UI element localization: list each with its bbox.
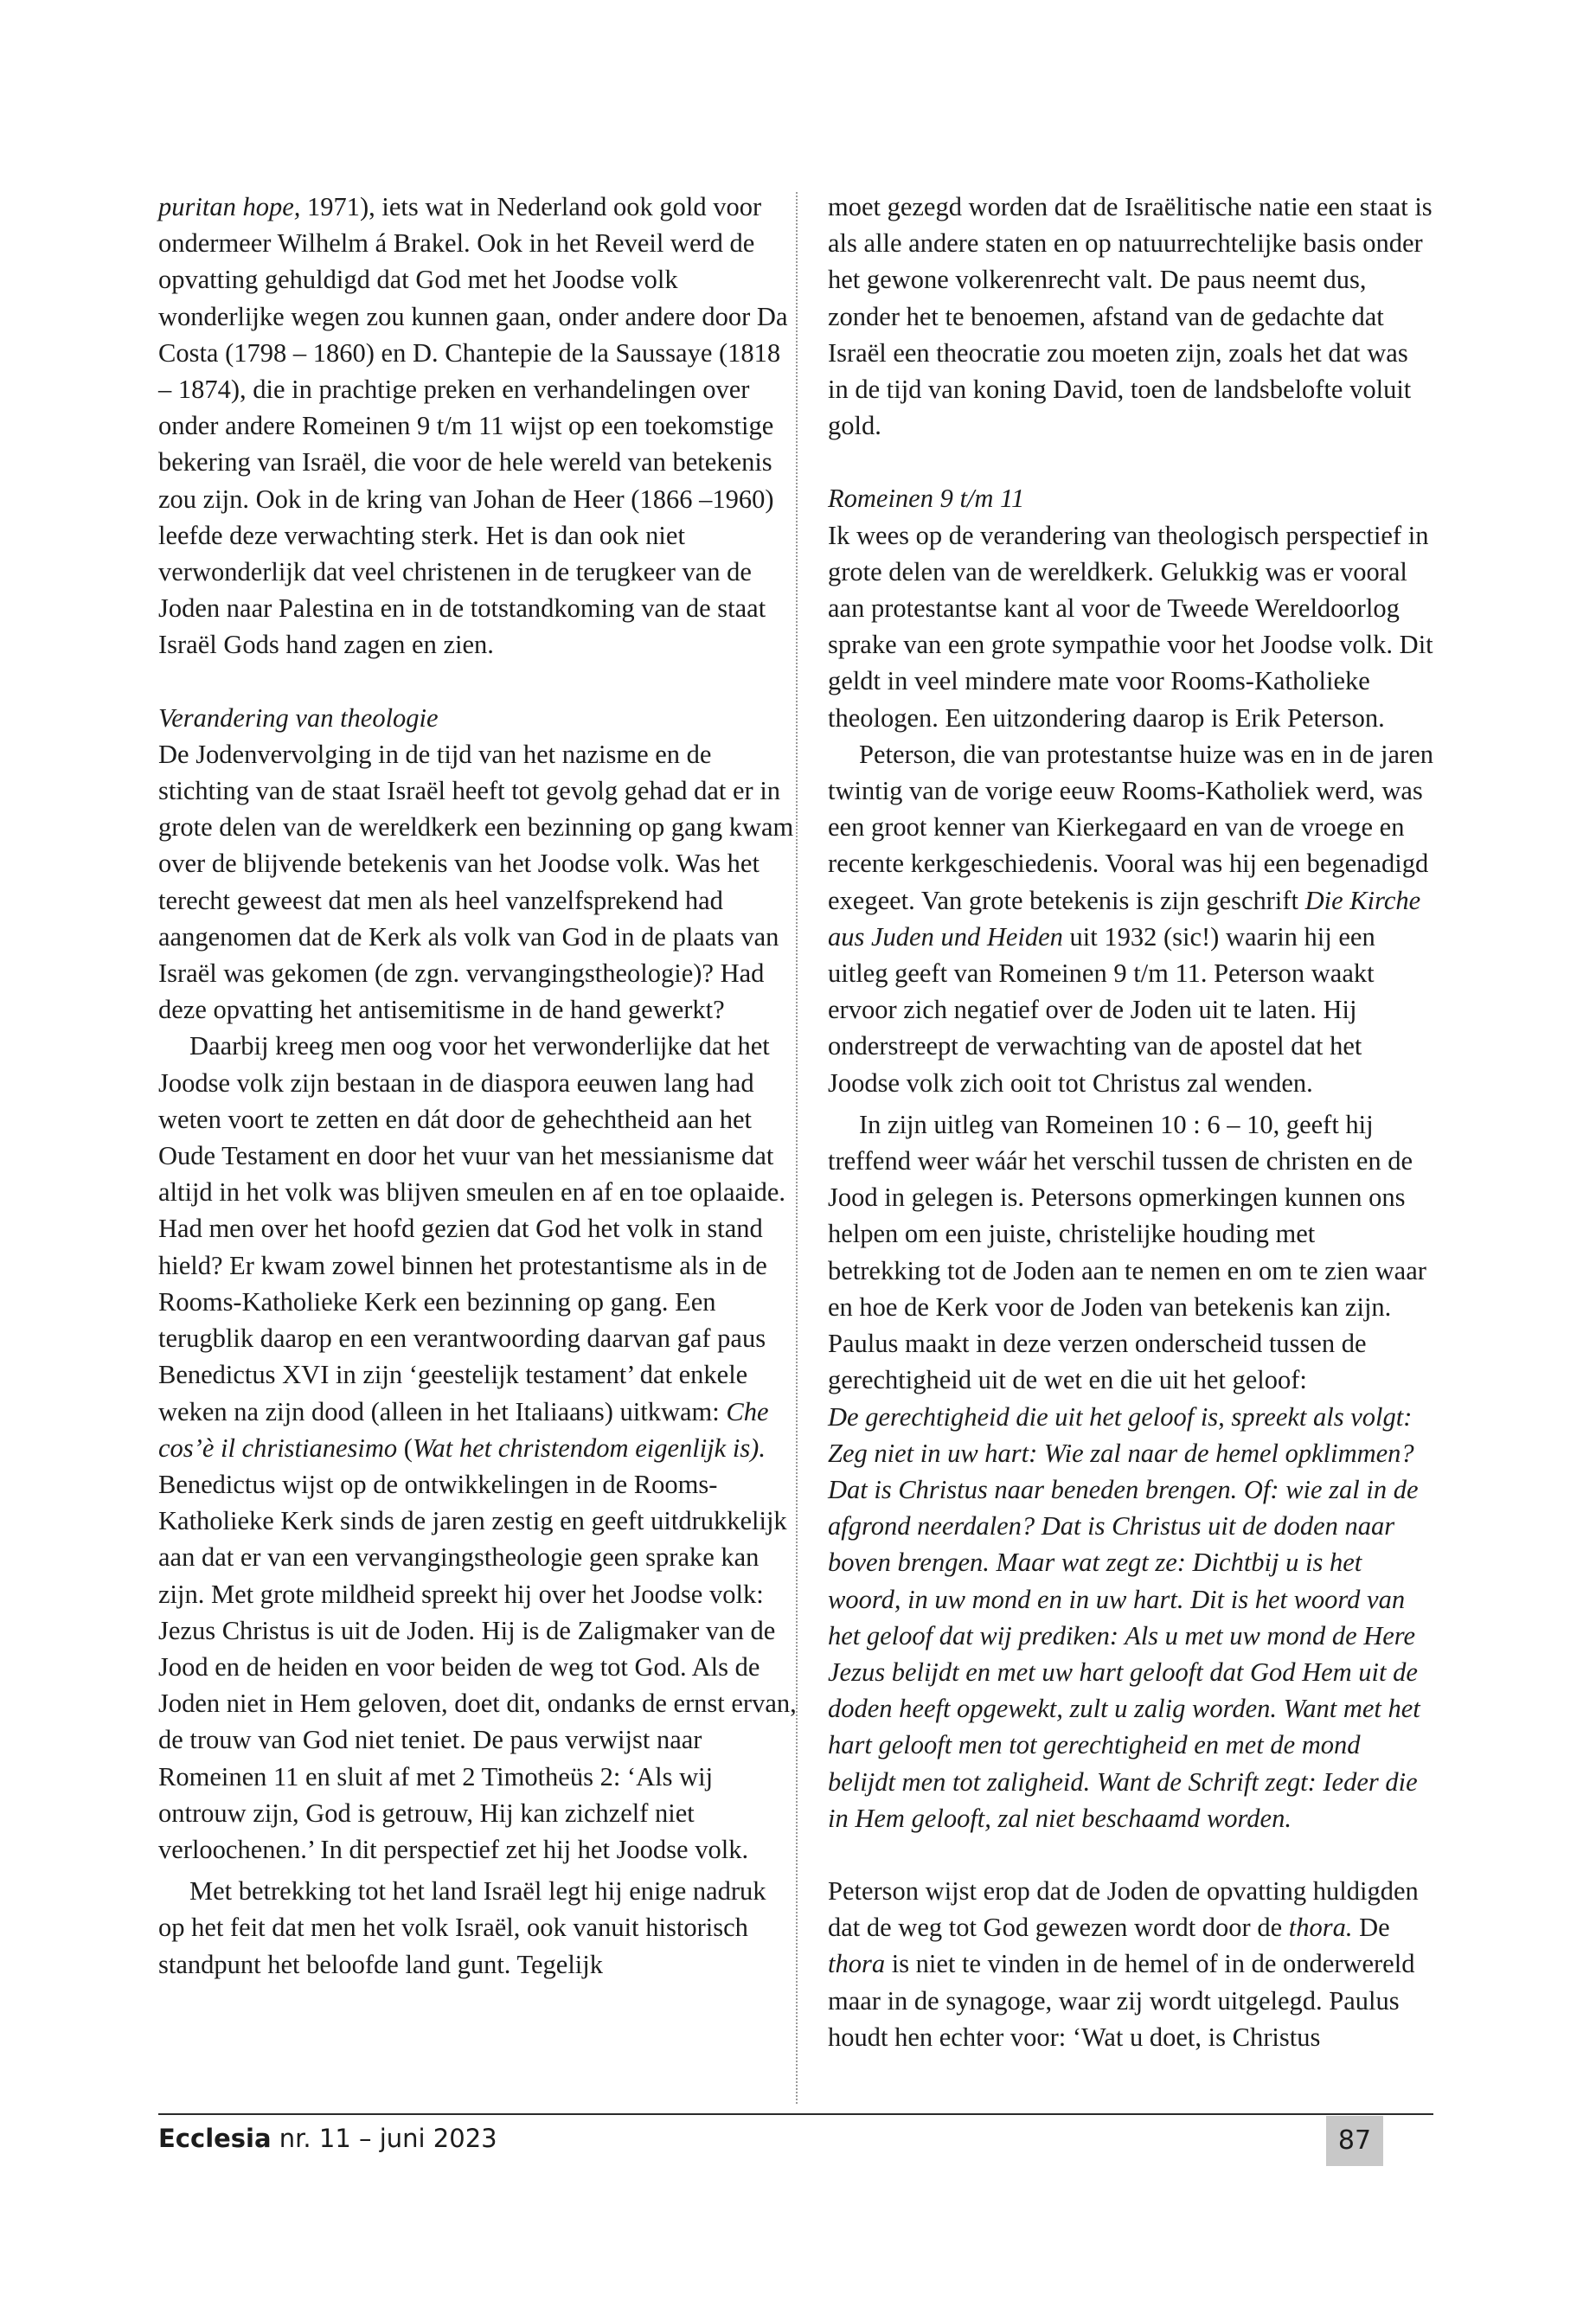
section-heading: Verandering van theologie xyxy=(158,702,439,733)
paragraph: De Jodenvervolging in de tijd van het nazisme en de stichting van de staat Israël heeft tot gevolg gehad dat er in grote delen van de wereldkerk een bezinning op gang kwam over de blijvende betekenis van het Joodse volk. Was het terecht geweest dat men als heel vanzelfsprekend had aangenomen dat de Kerk als volk van God in de plaats van Israël was gekomen (de zgn. vervangingstheologie)? Had deze opvatting het antisemitisme in de hand gewerkt? xyxy=(158,739,794,1025)
left-column xyxy=(158,189,798,1983)
paragraph-text: uit 1932 (sic!) waarin hij een uitleg geeft van Romeinen 9 t/m 11. Peterson waakt ervoor zich negatief over de Joden uit te laten. Hij onderstreept de verwachting van de apostel dat het Joodse volk zich ooit tot Christus zal wenden. xyxy=(828,921,1375,1098)
paragraph-text: is niet te vinden in de hemel of in de onderwereld maar in de synagoge, waar zij wordt uitgelegd. Paulus houdt hen echter voor: ‘Wat u doet, is Christus xyxy=(828,1949,1415,2052)
footer-rule xyxy=(158,2113,1433,2115)
italic-title: puritan hope, xyxy=(158,192,301,221)
paragraph: Ik wees op de verandering van theologisch perspectief in grote delen van de wereldkerk. Gelukkig was er vooral aan protestantse kant al voor de Tweede Wereldoorlog sprake van een grote sympathie voor het Joodse volk. Dit geldt in veel mindere mate voor Rooms-Katholieke theologen. Een uitzondering daarop is Erik Peterson. xyxy=(828,520,1433,733)
magazine-name: Ecclesia xyxy=(158,2124,272,2153)
footer xyxy=(158,2124,497,2153)
issue-info: nr. 11 – juni 2023 xyxy=(271,2124,497,2153)
paragraph: In zijn uitleg van Romeinen 10 : 6 – 10, geeft hij treffend weer wáár het verschil tussen de christen en de Jood in gelegen is. Petersons opmerkingen kunnen ons helpen om een juiste, christelijke houding met betrekking tot de Joden aan te nemen en om te zien waar en hoe de Kerk voor de Joden van betekenis kan zijn. Paulus maakt in deze verzen onderscheid tussen de gerechtigheid uit de wet en die uit het geloof: xyxy=(828,1109,1426,1395)
italic-term: thora. xyxy=(1288,1913,1353,1943)
italic-title: Wat het christendom eigenlijk is). xyxy=(412,1433,766,1463)
paragraph xyxy=(158,189,798,663)
paragraph-text: Peterson, die van protestantse huize was en in de jaren twintig van de vorige eeuw Rooms-Katholiek werd, was een groot kenner van Kierkegaard en van de vroege en recente kerkgeschiedenis. Vooral was hij een begenadigd exegeet. Van grote betekenis is zijn geschrift xyxy=(828,739,1434,915)
paragraph-text: Daarbij kreeg men oog voor het verwonderlijke dat het Joodse volk zijn bestaan in de diaspora eeuwen lang had weten voort te zetten en dát door de gehechtheid aan het Oude Testament en door het vuur van het messianisme dat altijd in het volk was blijven smeulen en af en toe oplaaide. Had men over het hoofd gezien dat God het volk in stand hield? Er kwam zowel binnen het protestantisme als in de Rooms-Katholieke Kerk een bezinning op gang. Een terugblik daarop en een verantwoording daarvan gaf paus Benedictus XVI in zijn ‘geestelijk testament’ dat enkele weken na zijn dood (alleen in het Italiaans) uitkwam: xyxy=(158,1031,786,1426)
column-divider xyxy=(796,192,798,2104)
scripture-quote: De gerechtigheid die uit het geloof is, spreekt als volgt: Zeg niet in uw hart: Wie zal naar de hemel opklimmen? Dat is Christus naar beneden brengen. Of: wie zal in de afgrond neerdalen? Dat is Christus uit de doden naar boven brengen. Maar wat zegt ze: Dichtbij u is het woord, in uw mond en in uw hart. Dit is het woord van het geloof dat wij prediken: Als u met uw mond de Here Jezus belijdt en met uw hart gelooft dat God Hem uit de doden heeft opgewekt, zult u zalig worden. Want met het hart gelooft men tot gerechtigheid en met de mond belijdt men tot zaligheid. Want de Schrift zegt: Ieder die in Hem gelooft, zal niet beschaamd worden. xyxy=(828,1401,1420,1833)
section-heading: Romeinen 9 t/m 11 xyxy=(828,484,1025,514)
right-column xyxy=(828,189,1433,2055)
paragraph xyxy=(828,1873,1433,2055)
paragraph: moet gezegd worden dat de Israëlitische natie een staat is als alle andere staten en op natuurrechtelijke basis onder het gewone volkerenrecht valt. De paus neemt dus, zonder het te benoemen, afstand van de gedachte dat Israël een theocratie zou moeten zijn, zoals het dat was in de tijd van koning David, toen de landsbelofte voluit gold. xyxy=(828,192,1433,441)
paragraph-text: Peterson wijst erop dat de Joden de opvatting huldigden dat de weg tot God gewezen wordt door de xyxy=(828,1875,1419,1943)
italic-title: Che cos’è il christianesimo xyxy=(158,1396,769,1463)
paragraph-text: De xyxy=(1352,1913,1390,1943)
paragraph: Met betrekking tot het land Israël legt hij enige nadruk op het feit dat men het volk Israël, ook vanuit historisch standpunt het beloofde land gunt. Tegelijk xyxy=(158,1876,766,1979)
italic-title: Die Kirche aus Juden und Heiden xyxy=(828,885,1421,952)
paragraph-text: Benedictus wijst op de ontwikkelingen in de Rooms-Katholieke Kerk sinds de jaren zestig en geeft uitdrukkelijk aan dat er van een vervangingstheologie geen sprake kan zijn. Met grote mildheid spreekt hij over het Joodse volk: Jezus Christus is uit de Joden. Hij is de Zaligmaker van de Jood en de heiden en voor beiden de weg tot God. Als de Joden niet in Hem geloven, doet dit, ondanks de ernst ervan, de trouw van God niet teniet. De paus verwijst naar Romeinen 11 en sluit af met 2 Timotheüs 2: ‘Als wij ontrouw zijn, God is getrouw, Hij kan zichzelf niet verloochenen.’ In dit perspectief zet hij het Joodse volk. xyxy=(158,1469,797,1864)
paragraph xyxy=(158,1028,798,1868)
page-number: 87 xyxy=(1326,2116,1383,2166)
paragraph-text: 1971), iets wat in Nederland ook gold voor ondermeer Wilhelm á Brakel. Ook in het Reveil werd de opvatting gehuldigd dat God met het Joodse volk wonderlijke wegen zou kunnen gaan, onder andere door Da Costa (1798 – 1860) en D. Chantepie de la Saussaye (1818 – 1874), die in prachtige preken en verhandelingen over onder andere Romeinen 9 t/m 11 wijst op een toekomstige bekering van Israël, die voor de hele wereld van betekenis zou zijn. Ook in de kring van Johan de Heer (1866 –1960) leefde deze verwachting sterk. Het is dan ook niet verwonderlijk dat veel christenen in de terugkeer van de Joden naar Palestina en in de totstandkoming van de staat Israël Gods hand zagen en zien. xyxy=(158,192,788,660)
italic-term: thora xyxy=(828,1949,886,1979)
paragraph xyxy=(828,736,1433,1101)
paragraph-text: ( xyxy=(397,1433,413,1463)
